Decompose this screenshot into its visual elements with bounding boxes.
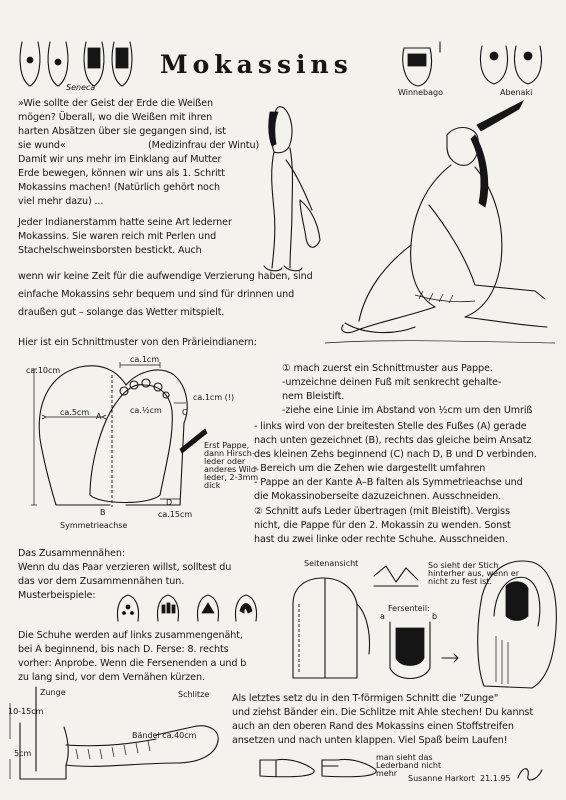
side-view-diagram xyxy=(283,574,383,684)
sewing2-line-1: Die Schuhe werden auf links zusammengenäht, xyxy=(18,630,243,641)
label-seitenansicht: Seitenansicht xyxy=(304,559,359,568)
final-line-2: und ziehst Bänder ein. Die Schlitze mit Ahle stechen! Du kannst xyxy=(232,707,533,718)
stitch-note-3: nicht zu fest ist. xyxy=(428,577,492,586)
intro-quote-line-3: harten Absätzen über sie gegangen sind, ist xyxy=(18,126,226,137)
intro-quote-line-2: mögen? Überall, wo die Weißen mit ihren xyxy=(18,112,213,123)
step-line-3: nem Bleistift. xyxy=(282,391,345,402)
small-mokassin-1 xyxy=(258,754,318,782)
mokassin-abenaki-icon xyxy=(478,38,548,93)
sewing-heading: Das Zusammennähen: xyxy=(18,548,125,559)
label-b: B xyxy=(100,508,106,517)
step-line-10: die Mokassinoberseite dazuzeichnen. Ausschneiden. xyxy=(254,491,502,502)
label-dim1: 10-15cm xyxy=(8,707,44,716)
child-illustration xyxy=(250,100,330,275)
sewn-mokassin-diagram xyxy=(472,556,562,696)
sewing-line-1: Wenn du das Paar verzieren willst, solltest du xyxy=(18,562,232,573)
intro-line-6: Mokassins. Sie waren reich mit Perlen und xyxy=(18,231,217,242)
intro-quote-source: (Medizinfrau der Wintu) xyxy=(148,140,260,151)
pattern-note-5: leder, 2-3mm xyxy=(204,473,259,482)
sewing-line-3: Musterbeispiele: xyxy=(18,590,96,601)
label-c: C xyxy=(182,408,188,417)
mokassin-winnebago-icon xyxy=(400,38,460,93)
tribe-label-abenaki: Abenaki xyxy=(500,88,533,97)
label-ca1cm-top: ca.1cm xyxy=(130,355,160,364)
label-fersenteil: Fersenteil: xyxy=(388,604,430,613)
intro-line-5: Jeder Indianerstamm hatte seine Art lederner xyxy=(18,217,232,228)
label-ca10cm: ca.10cm xyxy=(26,366,61,375)
label-d: D xyxy=(166,498,173,507)
step-line-12: nicht, die Pappe für den 2. Mokassin zu wenden. Sonst xyxy=(254,520,511,531)
tribe-label-winnebago: Winnebago xyxy=(398,88,443,97)
step-line-1: ① mach zuerst ein Schnittmuster aus Pappe. xyxy=(282,363,493,374)
pattern-note-2: dann Hirsch- xyxy=(204,449,255,458)
label-baendel: Bändel ca.40cm xyxy=(132,731,197,740)
step-line-5: - links wird von der breitesten Stelle des Fußes (A) gerade xyxy=(254,421,527,432)
step-line-9: - Pappe an der Kante A–B falten als Symmetrieachse und xyxy=(254,477,523,488)
signature: Susanne Harkort xyxy=(408,774,475,783)
intro-line-10: draußen gut – solange das Wetter mitspielt. xyxy=(18,307,225,318)
intro-line-3: Mokassins machen! (Natürlich gehört noch xyxy=(18,182,220,193)
intro-quote-line-1: »Wie sollte der Geist der Erde die Weißen xyxy=(18,98,213,109)
intro-line-9: einfache Mokassins sehr bequem und sind für drinnen und xyxy=(18,289,295,300)
stitch-note-1: So sieht der Stich xyxy=(428,561,499,570)
date: 21.1.95 xyxy=(480,774,511,783)
pattern-heading: Hier ist ein Schnittmuster von den Prärieindianern: xyxy=(18,337,257,348)
step-line-8: - Bereich um die Zehen wie dargestellt umfahren xyxy=(254,463,486,474)
label-ca1cm-excl: ca.1cm (!) xyxy=(193,393,235,402)
intro-quote-line-4: sie wund« xyxy=(18,140,66,151)
label-schlitze: Schlitze xyxy=(178,690,210,699)
step-line-7: des kleinen Zehs beginnend (C) nach D, B und D verbinden. xyxy=(254,449,537,460)
pattern-note-6: dick xyxy=(204,481,221,490)
label-symmetrieachse: Symmetrieachse xyxy=(60,521,128,530)
label-ca5cm: ca.5cm xyxy=(60,408,90,417)
footnote-3: mehr xyxy=(376,769,398,778)
pattern-note-1: Erst Pappe, xyxy=(204,441,250,450)
sewing2-line-2: bei A beginnend, bis nach D. Ferse: 8. rechts xyxy=(18,644,229,655)
sewing-pattern-diagram xyxy=(20,355,205,520)
step-line-6: nach unten gezeichnet (B), rechts das gleiche beim Ansatz xyxy=(254,435,532,446)
tribe-label-seneca: Seneca xyxy=(66,83,96,92)
label-zunge: Zunge xyxy=(40,688,66,697)
label-heel-a: a xyxy=(380,612,385,621)
signature-mark-icon xyxy=(516,764,546,784)
sewing2-line-3: vorher: Anprobe. Wenn die Fersenenden a und b xyxy=(18,658,247,669)
stitch-note-2: hinterher aus, wenn er xyxy=(428,569,519,578)
step-line-4: -ziehe eine Linie im Abstand von ½cm um den Umriß xyxy=(282,405,533,416)
woman-illustration xyxy=(325,95,560,345)
intro-line-2: Erde bewegen, können wir uns als 1. Schritt xyxy=(18,168,225,179)
label-ca15cm: ca.15cm xyxy=(158,510,193,519)
label-heel-b: b xyxy=(432,612,438,621)
final-line-4: ansetzen und nach unten klappen. Viel Spaß beim Laufen! xyxy=(232,735,508,746)
label-half-cm: ca.½cm xyxy=(130,406,162,415)
label-a: A xyxy=(96,412,102,421)
final-line-3: auch an den oberen Rand des Mokassins einen Stoffstreifen xyxy=(232,721,514,732)
intro-line-8: wenn wir keine Zeit für die aufwendige Verzierung haben, sind xyxy=(18,271,313,282)
small-mokassin-2 xyxy=(320,754,380,782)
heel-diagram xyxy=(384,618,464,688)
label-dim2: 5cm xyxy=(14,749,32,758)
pattern-note-3: leder oder xyxy=(204,457,246,466)
sewing-line-2: das vor dem Zusammennähen tun. xyxy=(18,576,185,587)
step-line-11: ② Schnitt aufs Leder übertragen (mit Bleistift). Vergiss xyxy=(254,506,510,517)
step-line-13: hast du zwei linke oder rechte Schuhe. Ausschneiden. xyxy=(254,534,508,545)
intro-line-4: viel mehr dazu) ... xyxy=(18,196,104,207)
intro-line-7: Stachelschweinsborsten bestickt. Auch xyxy=(18,245,202,256)
footnote-1: man sieht das xyxy=(376,753,433,762)
footnote-2: Lederband nicht xyxy=(376,761,442,770)
decoration-examples xyxy=(112,593,262,623)
page-title: Mokassins xyxy=(160,50,353,79)
pattern-note-4: anderes Wild- xyxy=(204,465,259,474)
sewing2-line-4: zu lang sind, vor dem Vernähen kürzen. xyxy=(18,672,205,683)
final-line-1: Als letztes setz du in den T-förmigen Schnitt die "Zunge" xyxy=(232,693,499,704)
step-line-2: -umzeichne deinen Fuß mit senkrecht gehalte- xyxy=(282,377,502,388)
intro-line-1: Damit wir uns mehr im Einklang auf Mutter xyxy=(18,154,222,165)
stitch-diagram xyxy=(372,562,422,592)
